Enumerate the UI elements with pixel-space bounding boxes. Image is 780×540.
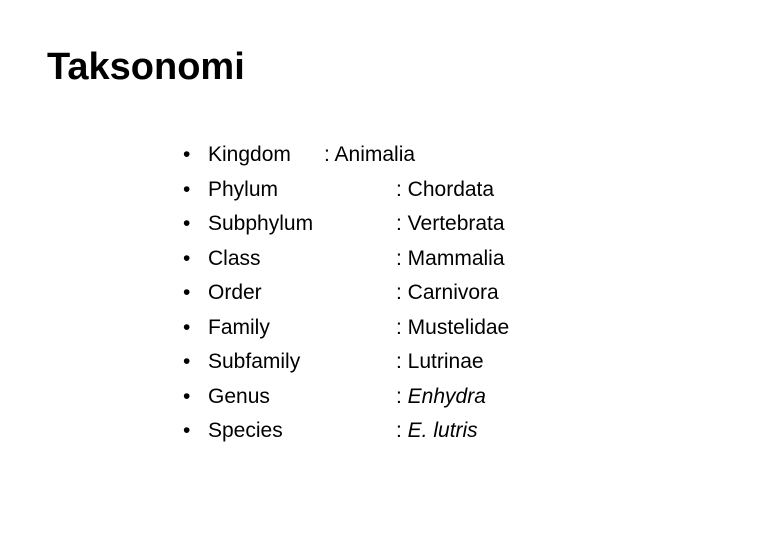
value-text: Enhydra [407, 384, 486, 408]
separator: : [396, 350, 408, 373]
rank-value [396, 380, 486, 414]
value-text: Chordata [407, 177, 495, 201]
rank-value [396, 173, 494, 207]
separator: : [396, 384, 408, 408]
value-text: Mustelidae [407, 315, 510, 339]
rank-label: Subphylum [208, 212, 314, 235]
value-text: Animalia [334, 143, 416, 166]
bullet-icon: • [183, 281, 191, 304]
bullet-icon: • [183, 177, 191, 201]
bullet-icon: • [183, 350, 191, 373]
separator: : [396, 315, 408, 339]
bullet-icon: • [183, 384, 191, 408]
value-text: Mammalia [407, 246, 505, 270]
separator: : [396, 419, 408, 442]
rank-value [396, 311, 509, 345]
rank-label: Family [208, 315, 270, 339]
separator: : [396, 281, 408, 304]
rank-value [396, 276, 499, 310]
separator: : [396, 212, 408, 235]
slide-title: Taksonomi [47, 46, 245, 88]
rank-label: Subfamily [208, 350, 301, 373]
value-text: Carnivora [407, 281, 499, 304]
rank-label: Phylum [208, 177, 279, 201]
rank-value [396, 242, 505, 276]
value-text: E. lutris [407, 419, 478, 442]
separator: : [324, 143, 335, 166]
rank-label: Order [208, 281, 262, 304]
rank-label: Class [208, 246, 261, 270]
rank-label: Kingdom [208, 143, 291, 166]
rank-label: Species [208, 419, 283, 442]
separator: : [396, 177, 408, 201]
bullet-icon: • [183, 246, 191, 270]
bullet-icon: • [183, 143, 191, 166]
rank-value [396, 207, 505, 241]
rank-value [324, 138, 415, 172]
bullet-icon: • [183, 315, 191, 339]
value-text: Vertebrata [407, 212, 505, 235]
rank-label: Genus [208, 384, 270, 408]
rank-value [396, 345, 484, 379]
separator: : [396, 246, 408, 270]
bullet-icon: • [183, 212, 191, 235]
bullet-icon: • [183, 419, 191, 442]
value-text: Lutrinae [407, 350, 484, 373]
rank-value [396, 414, 478, 448]
